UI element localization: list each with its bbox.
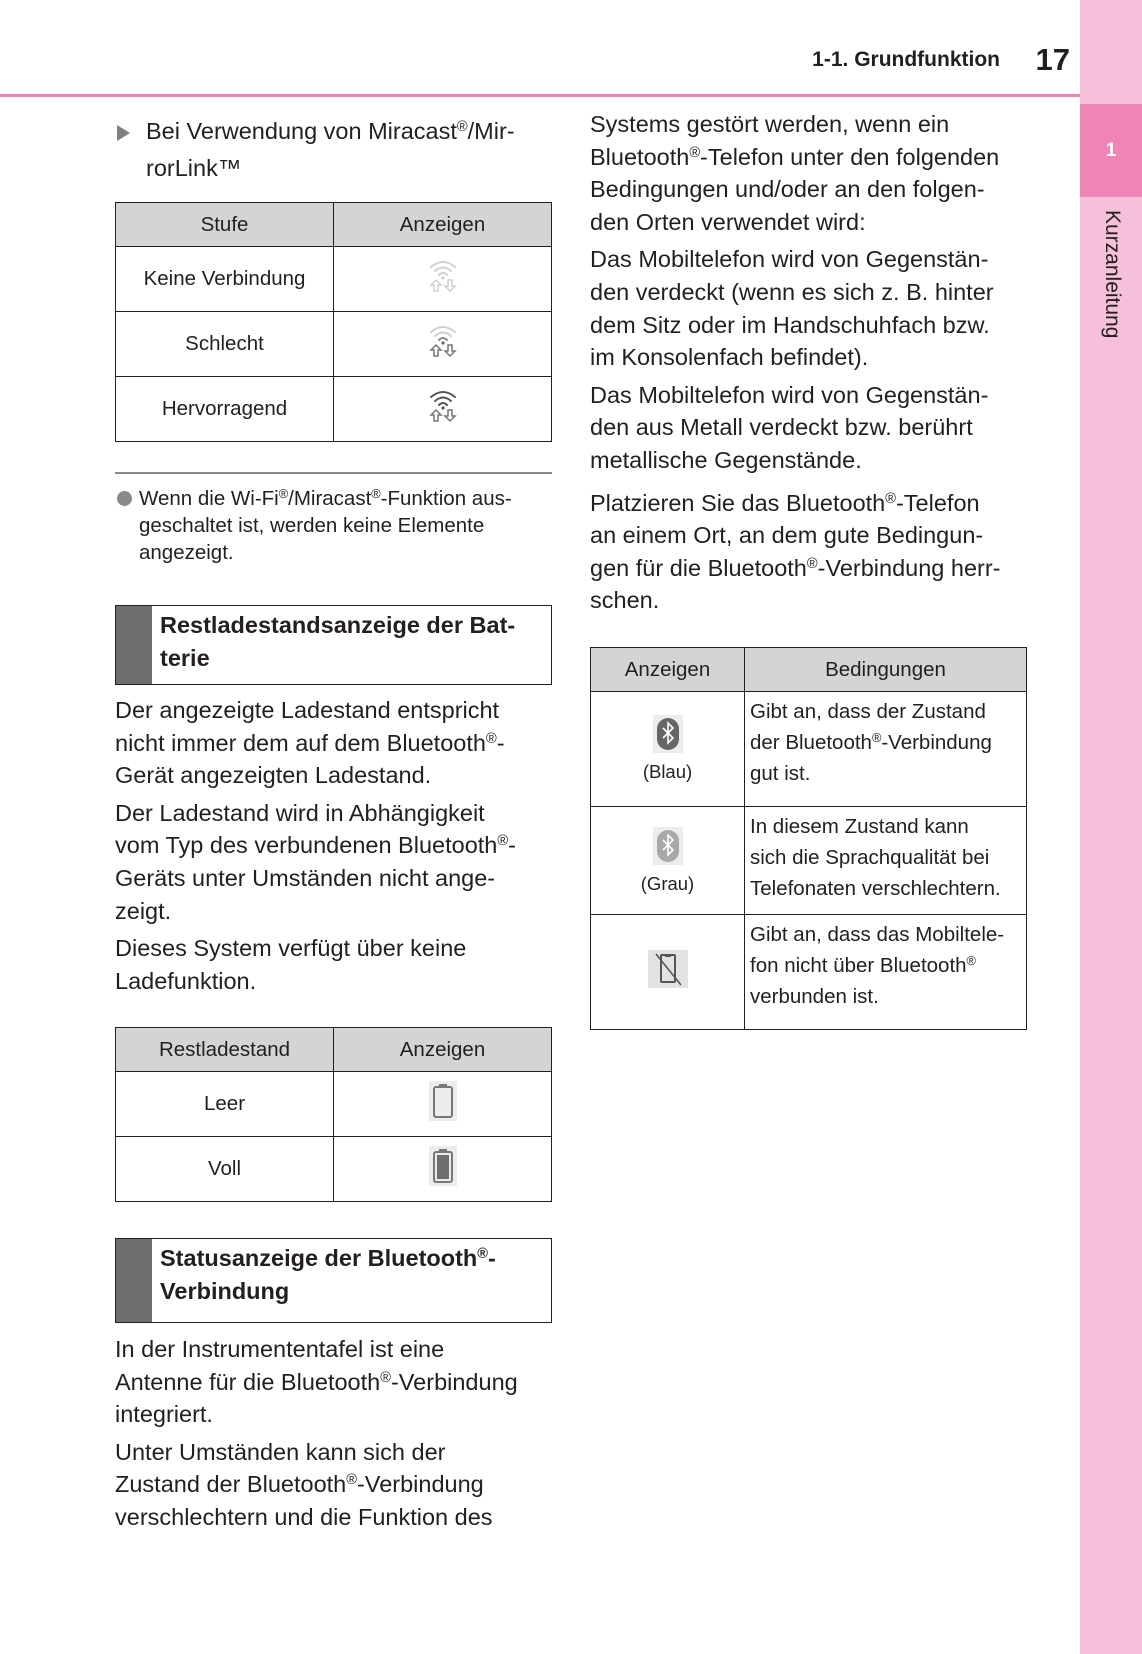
table-header: Stufe xyxy=(116,203,334,247)
level-label: Hervorragend xyxy=(116,377,334,442)
condition-text: Gibt an, dass der Zustand der Bluetooth®-Verbindung gut ist. xyxy=(745,692,1027,807)
level-label: Leer xyxy=(116,1072,334,1137)
table-row xyxy=(591,692,1027,807)
paragraph: Der Ladestand wird in Abhängigkeit vom Typ des verbundenen Bluetooth®- Geräts unter Umständen nicht ange- zeigt. xyxy=(115,799,516,924)
bluetooth-connected-icon xyxy=(653,715,683,759)
section-title: 1-1. Grundfunktion xyxy=(812,48,1000,71)
wifi-weak-icon xyxy=(426,323,460,365)
table-header: Restladestand xyxy=(116,1028,334,1072)
table-row xyxy=(116,1072,552,1137)
battery-section-heading xyxy=(115,605,552,685)
paragraph: In der Instrumententafel ist eine Antenne für die Bluetooth®-Verbindung integriert. xyxy=(115,1336,518,1428)
heading-text: Restladestandsanzeige der Bat- terie xyxy=(160,612,516,671)
icon-caption: (Blau) xyxy=(642,761,693,782)
table-row xyxy=(116,1137,552,1202)
table-row xyxy=(591,915,1027,1030)
paragraph: Platzieren Sie das Bluetooth®-Telefon an einem Ort, an dem gute Bedingun- gen für die Bluetooth®-Verbindung herr- schen. xyxy=(590,489,1001,614)
heading-bar xyxy=(116,606,152,684)
bluetooth-description xyxy=(115,1333,555,1539)
bluetooth-status-table xyxy=(590,647,1027,1030)
table-row xyxy=(591,807,1027,915)
bluetooth-weak-icon xyxy=(653,827,683,871)
level-label: Voll xyxy=(116,1137,334,1202)
bluetooth-conditions-text xyxy=(590,108,1030,622)
level-label: Schlecht xyxy=(116,312,334,377)
paragraph: Dieses System verfügt über keine Ladefunktion. xyxy=(115,935,467,994)
condition-text: Gibt an, dass das Mobiltele- fon nicht über Bluetooth® verbunden ist. xyxy=(745,915,1027,1030)
chapter-label-container xyxy=(1080,210,1142,360)
bluetooth-section-heading xyxy=(115,1238,552,1323)
condition-text: In diesem Zustand kann sich die Sprachqualität bei Telefonaten verschlechtern. xyxy=(745,807,1027,915)
wifi-none-icon xyxy=(426,258,460,300)
paragraph: Das Mobiltelefon wird von Gegenstän- den aus Metall verdeckt bzw. berührt metallische Gegenstände. xyxy=(590,381,989,473)
battery-full-icon xyxy=(429,1146,457,1192)
wifi-subheading-text: Bei Verwendung von Miracast®/Mir- rorLink™ xyxy=(146,118,515,181)
chapter-tab[interactable] xyxy=(1080,104,1142,197)
table-row xyxy=(116,312,552,377)
chapter-number: 1 xyxy=(1105,139,1117,161)
wifi-excellent-icon xyxy=(426,388,460,430)
table-header: Anzeigen xyxy=(334,203,552,247)
table-header: Anzeigen xyxy=(334,1028,552,1072)
heading-text: Statusanzeige der Bluetooth®- Verbindung xyxy=(160,1245,496,1304)
note-bullet-icon xyxy=(117,491,132,506)
level-label: Keine Verbindung xyxy=(116,247,334,312)
heading-bar xyxy=(116,1239,152,1322)
battery-empty-icon xyxy=(429,1081,457,1127)
table-row xyxy=(116,377,552,442)
triangle-bullet-icon xyxy=(117,125,130,141)
note-divider xyxy=(115,472,552,474)
paragraph: Der angezeigte Ladestand entspricht nicht immer dem auf dem Bluetooth®- Gerät angezeigten Ladestand. xyxy=(115,697,505,789)
wifi-note-text: Wenn die Wi-Fi®/Miracast®-Funktion aus- geschaltet ist, werden keine Elemente angezeigt. xyxy=(139,486,512,564)
table-row xyxy=(116,247,552,312)
paragraph: Das Mobiltelefon wird von Gegenstän- den verdeckt (wenn es sich z. B. hinter dem Sitz oder im Handschuhfach bzw. im Konsolenfach befindet). xyxy=(590,246,994,371)
phone-not-connected-icon xyxy=(648,950,688,994)
table-header: Anzeigen xyxy=(591,648,745,692)
table-header: Bedingungen xyxy=(745,648,1027,692)
battery-description xyxy=(115,694,555,1002)
icon-caption: (Grau) xyxy=(640,872,695,894)
header-divider xyxy=(0,94,1080,97)
chapter-label: Kurzanleitung xyxy=(1101,210,1124,339)
battery-level-table xyxy=(115,1027,552,1202)
paragraph: Systems gestört werden, wenn ein Bluetooth®-Telefon unter den folgenden Bedingungen und/oder an den folgen- den Orten verwendet wird: xyxy=(590,111,1000,235)
wifi-status-table xyxy=(115,202,552,442)
paragraph: Unter Umständen kann sich der Zustand der Bluetooth®-Verbindung verschlechtern und die Funktion des xyxy=(115,1438,493,1530)
page-number: 17 xyxy=(1035,42,1070,77)
